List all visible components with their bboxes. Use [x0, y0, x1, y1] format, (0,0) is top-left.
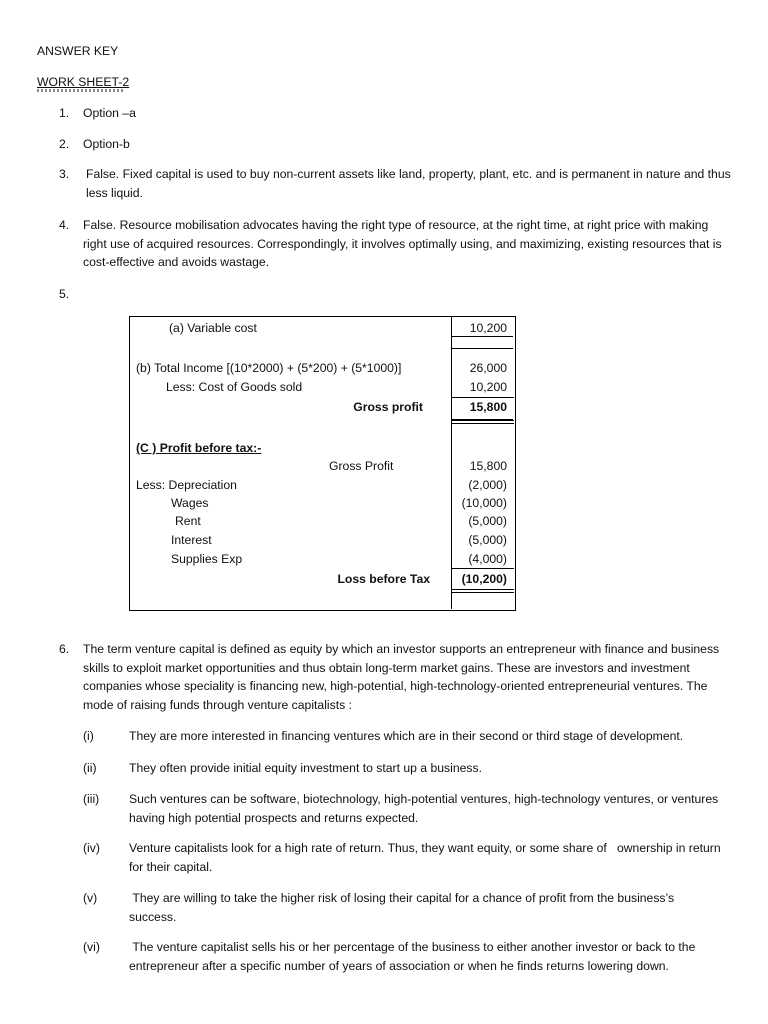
list-item-number: (iv): [83, 841, 100, 855]
loss-double-rule: [451, 592, 514, 593]
interest-label: Interest: [171, 533, 212, 547]
list-item-text: They are willing to take the higher risk of losing their capital for a chance of profit from the business’s success.: [129, 891, 678, 924]
list-item-number: (vi): [83, 940, 100, 954]
answer-2: Option-b: [83, 137, 130, 151]
question-number-6: 6.: [59, 642, 70, 656]
cogs-value: 10,200: [469, 380, 507, 394]
list-item-text: Venture capitalists look for a high rate of return. Thus, they want equity, or some share of ownership in return for their capital.: [129, 841, 725, 874]
loss-top-rule: [451, 568, 514, 569]
gross-profit-double-rule: [451, 420, 514, 421]
worksheet-title: WORK SHEET-2: [37, 75, 130, 89]
cogs-label: Less: Cost of Goods sold: [166, 380, 303, 394]
document-title: ANSWER KEY: [37, 44, 119, 58]
answer-3: False. Fixed capital is used to buy non-current assets like land, property, plant, etc. and is permanent in nature and thus less liquid.: [86, 167, 731, 200]
answer-6-intro: The term venture capital is defined as equity by which an investor supports an entrepreneur with finance and business skills to exploit market opportunities and thus obtain long-term market gains. These are investors and investment companies whose speciality is financing new, high-potential, high-technology-oriented entrepreneurial ventures. The mode of raising funds through venture capitalists :: [83, 642, 720, 712]
question-number-4: 4.: [59, 218, 70, 232]
variable-cost-label: (a) Variable cost: [169, 321, 257, 335]
list-item-number: (iii): [83, 792, 100, 806]
rent-label: Rent: [175, 514, 201, 528]
gross-profit-label: Gross profit: [353, 400, 423, 414]
supplies-value: (4,000): [468, 552, 507, 566]
list-item-number: (v): [83, 891, 98, 905]
depreciation-value: (2,000): [468, 478, 507, 492]
rent-value: (5,000): [468, 514, 507, 528]
gross-profit-value: 15,800: [469, 400, 507, 414]
list-item-text: They often provide initial equity investment to start up a business.: [129, 761, 482, 775]
question-number-2: 2.: [59, 137, 70, 151]
gross-profit-2-value: 15,800: [469, 459, 507, 473]
total-income-value: 26,000: [469, 361, 507, 375]
spellcheck-underline: [37, 89, 123, 92]
variable-cost-value: 10,200: [469, 321, 507, 335]
total-income-label: (b) Total Income [(10*2000) + (5*200) + (5*1000)]: [136, 361, 402, 375]
list-item-text: Such ventures can be software, biotechnology, high-potential ventures, high-technology ventures, or ventures having high potential prospects and returns expected.: [129, 792, 719, 825]
c-section-top-rule: [451, 423, 514, 424]
depreciation-label: Less: Depreciation: [136, 478, 237, 492]
answer-4: False. Resource mobilisation advocates having the right type of resource, at the right time, at right price with making right use of acquired resources. Correspondingly, it involves optimally using, and maximizing, existing resources that is cost-effective and avoids wastage.: [83, 218, 722, 270]
supplies-label: Supplies Exp: [171, 552, 243, 566]
answer-1: Option –a: [83, 106, 136, 120]
list-item-number: (ii): [83, 761, 97, 775]
list-item-text: The venture capitalist sells his or her percentage of the business to either another investor or back to the entrepreneur after a specific number of years of association or when he finds returns lowering down.: [129, 940, 699, 973]
loss-before-tax-value: (10,200): [461, 572, 507, 586]
list-item-text: They are more interested in financing ventures which are in their second or third stage of development.: [129, 729, 684, 743]
question-number-3: 3.: [59, 167, 70, 181]
question-number-5: 5.: [59, 287, 70, 301]
wages-value: (10,000): [461, 496, 507, 510]
loss-bottom-rule: [451, 589, 514, 590]
question-number-1: 1.: [59, 106, 70, 120]
list-item-number: (i): [83, 729, 94, 743]
loss-before-tax-label: Loss before Tax: [337, 572, 430, 586]
gross-profit-2-label: Gross Profit: [329, 459, 394, 473]
wages-label: Wages: [171, 496, 209, 510]
interest-value: (5,000): [468, 533, 507, 547]
profit-before-tax-heading: (C ) Profit before tax:-: [136, 441, 262, 455]
